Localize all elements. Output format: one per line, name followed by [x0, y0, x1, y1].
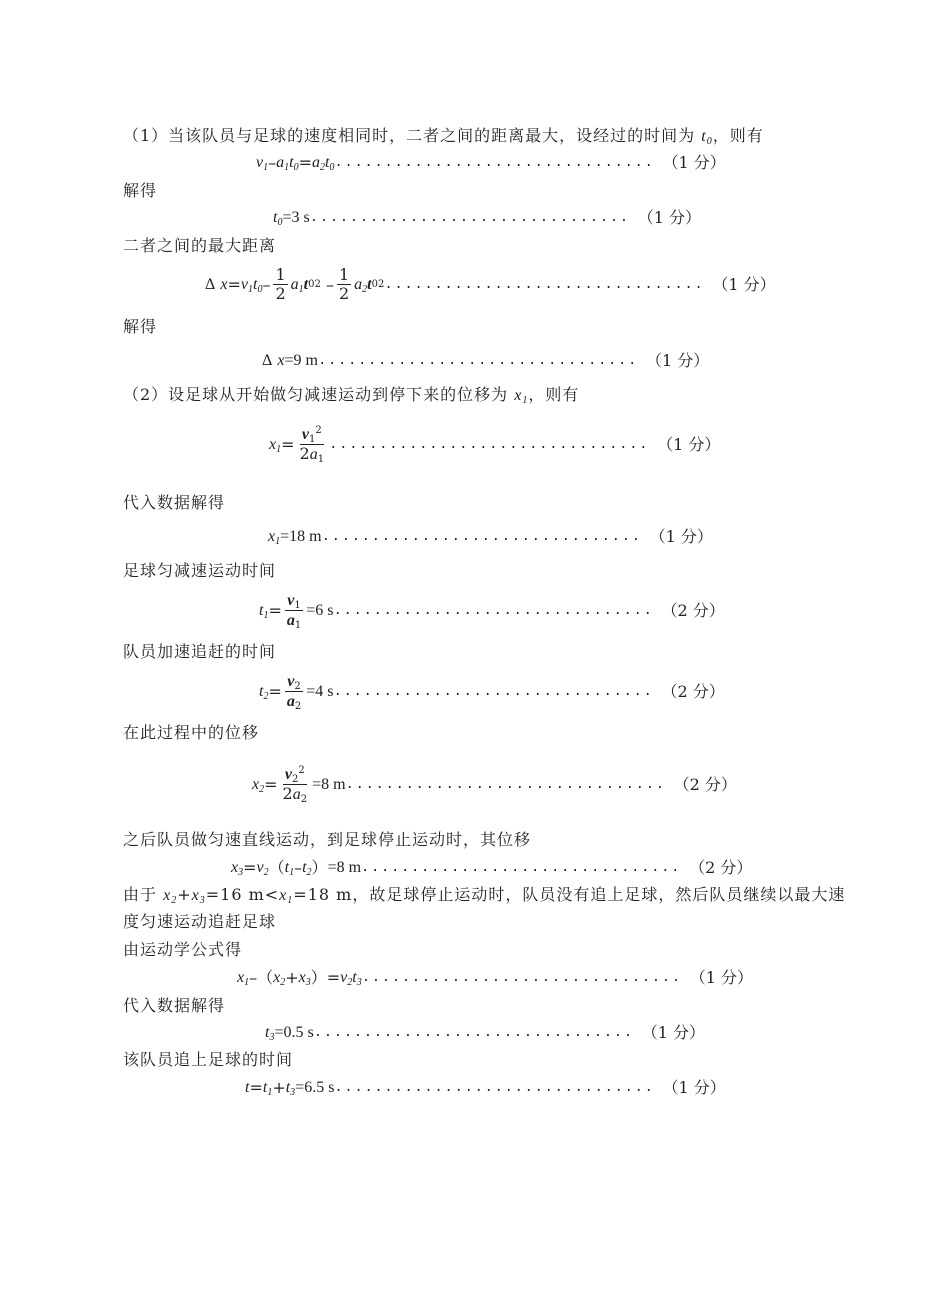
- comparison-continuation: 度匀速运动追赶足球: [123, 912, 277, 931]
- equation-t2: $t_2$ = $\frac{v_2}{a_2}$ =4 s ................................ （2 分）: [259, 673, 725, 712]
- equation-velocity-equal: $v_1$ – $a_1t_0$ = $a_2t_0$ ................................ （1 分）: [256, 153, 726, 173]
- displacement-label: 在此过程中的位移: [123, 723, 260, 742]
- equation-x1-formula: $x_1$ = $\frac{v_1^2}{2a_1}$ ................................ （1 分）: [269, 425, 721, 465]
- equation-max-distance: Δ x = $v_1t_0$ – $\frac{1}{2}$ $a_1$ t 0 2 – $\frac{1}{2}$ $a_2$ t 0 2 ................................ （1 分）: [205, 265, 776, 303]
- kinematics-label: 由运动学公式得: [123, 940, 243, 959]
- equation-dx-result: Δ x =9 m ................................ （1 分）: [262, 351, 710, 370]
- equation-t3-result: $t_3$ =0.5 s ................................ （1 分）: [265, 1023, 706, 1043]
- max-distance-label: 二者之间的最大距离: [123, 236, 277, 255]
- uniform-motion-label: 之后队员做匀速直线运动，到足球停止运动时，其位移: [123, 830, 532, 849]
- equation-x1-result: $x_1$ =18 m ................................ （1 分）: [268, 527, 713, 547]
- accel-time-label: 队员加速追赶的时间: [123, 642, 277, 661]
- solve-label-1: 解得: [123, 181, 158, 200]
- equation-total-time: t = $t_1$ + $t_3$ =6.5 s ................................ （1 分）: [245, 1078, 726, 1098]
- equation-t0-result: $t_0$ =3 s ................................ （1 分）: [273, 208, 702, 228]
- equation-t1: $t_1$ = $\frac{v_1}{a_1}$ =6 s ................................ （2 分）: [259, 592, 725, 631]
- part2-intro: （2）设足球从开始做匀减速运动到停下来的位移为 $x_1$，则有: [123, 385, 580, 406]
- catch-time-label: 该队员追上足球的时间: [123, 1050, 294, 1069]
- equation-catch-up: $x_1$ –（ $x_2$ + $x_3$ ）= $v_2t_3$ ................................ （1 分）: [237, 968, 754, 988]
- substitute-label-1: 代入数据解得: [123, 493, 226, 512]
- equation-x2: $x_2$ = $\frac{v_2^2}{2a_2}$ =8 m ................................ （2 分）: [252, 765, 737, 805]
- part1-intro: （1）当该队员与足球的速度相同时，二者之间的距离最大，设经过的时间为 $t_0$，则有: [123, 126, 764, 147]
- ball-time-label: 足球匀减速运动时间: [123, 561, 277, 580]
- substitute-label-2: 代入数据解得: [123, 996, 226, 1015]
- equation-x3: $x_3$ = $v_2$ （ $t_1$ – $t_2$ ） =8 m ................................ （2 分）: [231, 858, 753, 878]
- comparison-line: 由于 $x_2+x_3=16$ $m<x_1=18$ m，故足球停止运动时，队员没有追上足球，然后队员继续以最大速: [123, 885, 846, 906]
- solve-label-2: 解得: [123, 317, 158, 336]
